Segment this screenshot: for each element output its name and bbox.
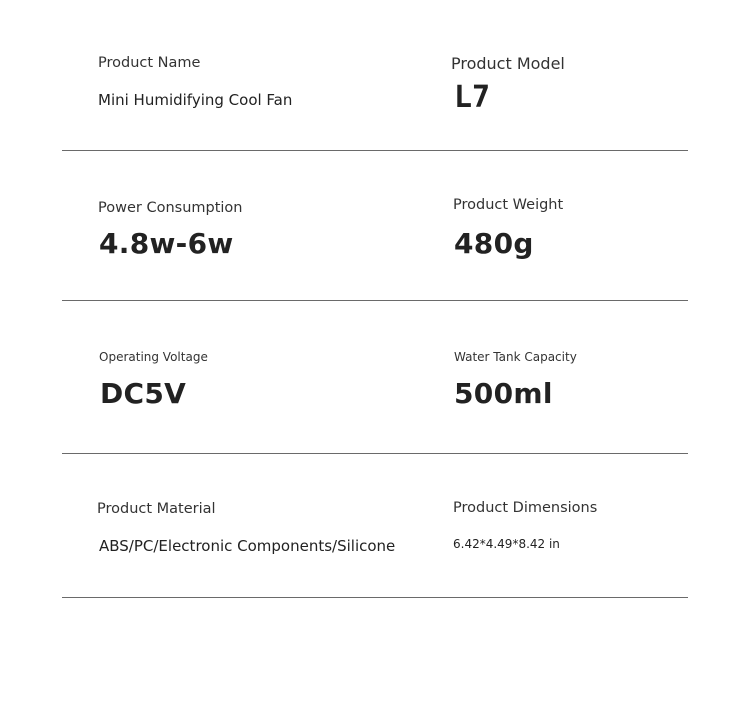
product-material-label: Product Material — [97, 501, 216, 517]
product-material-value: ABS/PC/Electronic Components/Silicone — [99, 537, 396, 555]
power-consumption-value: 4.8w-6w — [99, 227, 234, 260]
spec-row-material-dimensions — [62, 453, 688, 598]
product-model-label: Product Model — [451, 54, 565, 73]
product-name-value: Mini Humidifying Cool Fan — [98, 91, 293, 109]
product-weight-value: 480g — [454, 227, 534, 260]
water-tank-capacity-value: 500ml — [454, 377, 553, 410]
product-dimensions-value: 6.42*4.49*8.42 in — [453, 537, 560, 551]
product-model-value: L7 — [454, 80, 491, 115]
power-consumption-label: Power Consumption — [98, 200, 243, 216]
spec-row-voltage-tank — [62, 300, 688, 454]
spec-row-power-weight — [62, 150, 688, 301]
product-dimensions-label: Product Dimensions — [453, 500, 598, 516]
product-weight-label: Product Weight — [453, 197, 564, 213]
spec-row-name-model — [62, 0, 688, 151]
water-tank-capacity-label: Water Tank Capacity — [454, 350, 577, 364]
product-name-label: Product Name — [98, 55, 201, 71]
operating-voltage-value: DC5V — [100, 377, 187, 410]
operating-voltage-label: Operating Voltage — [99, 350, 208, 364]
